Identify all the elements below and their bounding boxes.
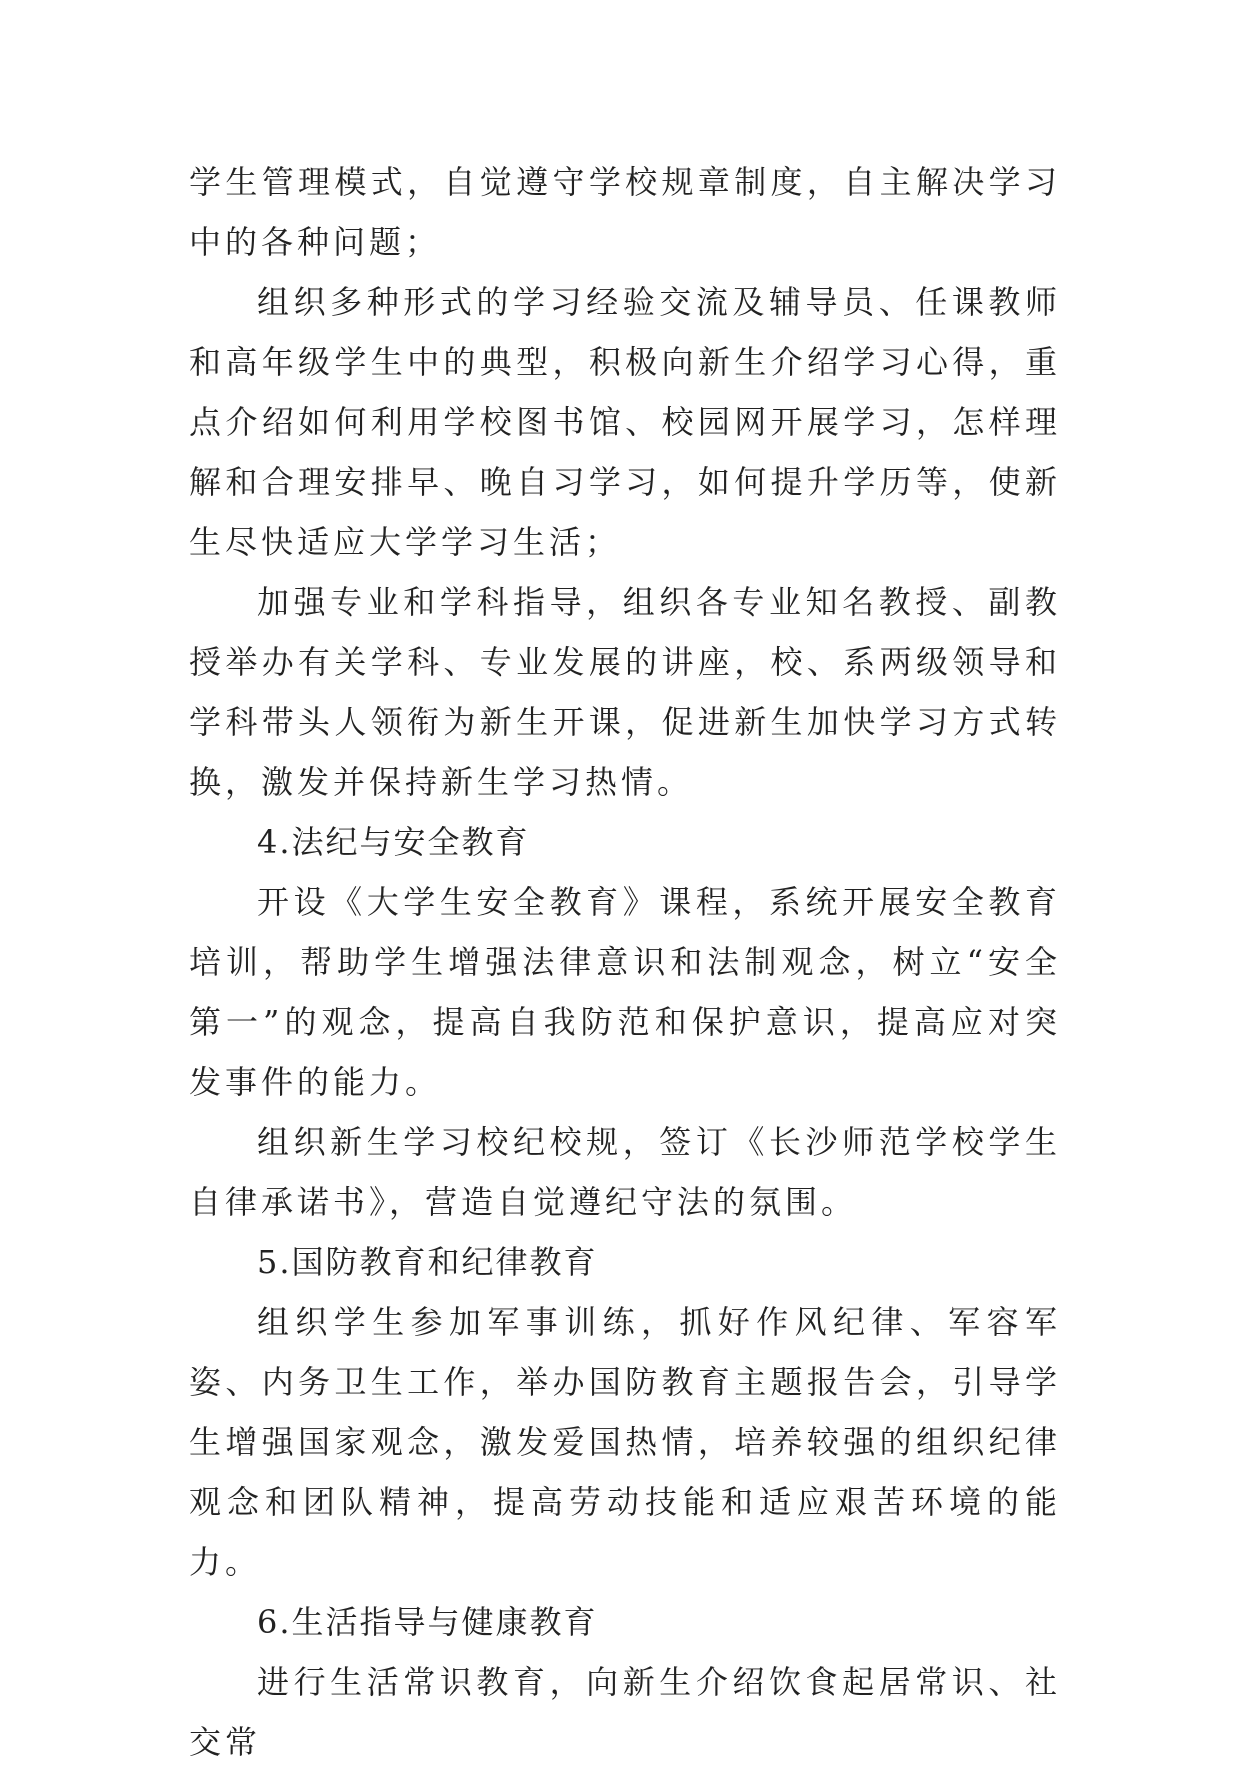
paragraph-military-training: 组织学生参加军事训练，抓好作风纪律、军容军姿、内务卫生工作，举办国防教育主题报告会，引导学生增强国家观念，激发爱国热情，培养较强的组织纪律观念和团队精神，提高劳动技能和适应艰苦环境的能力。	[189, 1303, 1061, 1581]
section-heading-6: 6.生活指导与健康教育	[257, 1603, 598, 1641]
paragraph-discipline-guidance: 加强专业和学科指导，组织各专业知名教授、副教授举办有关学科、专业发展的讲座，校、系两级领导和学科带头人领衔为新生开课，促进新生加快学习方式转换，激发并保持新生学习热情。	[189, 583, 1061, 801]
section-heading-5: 5.国防教育和纪律教育	[257, 1243, 598, 1281]
paragraph-life-guidance: 进行生活常识教育，向新生介绍饮食起居常识、社交常	[189, 1663, 1061, 1761]
document-body	[189, 152, 1061, 1772]
section-heading-4: 4.法纪与安全教育	[257, 823, 530, 861]
paragraph-continued: 学生管理模式，自觉遵守学校规章制度，自主解决学习中的各种问题；	[189, 163, 1061, 261]
paragraph-school-rules: 组织新生学习校纪校规，签订《长沙师范学校学生自律承诺书》，营造自觉遵纪守法的氛围。	[189, 1123, 1061, 1221]
paragraph-study-exchange: 组织多种形式的学习经验交流及辅导员、任课教师和高年级学生中的典型，积极向新生介绍学习心得，重点介绍如何利用学校图书馆、校园网开展学习，怎样理解和合理安排早、晚自习学习，如何提升学历等，使新生尽快适应大学学习生活；	[189, 283, 1061, 561]
paragraph-safety-course: 开设《大学生安全教育》课程，系统开展安全教育培训，帮助学生增强法律意识和法制观念，树立“安全第一”的观念，提高自我防范和保护意识，提高应对突发事件的能力。	[189, 883, 1061, 1101]
